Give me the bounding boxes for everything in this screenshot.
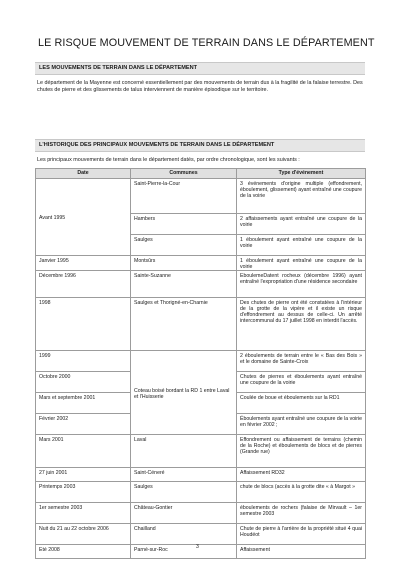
header-type: Type d'événement — [237, 169, 366, 179]
commune-cell: Parné-sur-Roc — [131, 545, 237, 559]
section-heading-historique — [35, 139, 365, 152]
page-number: 3 — [196, 544, 199, 550]
table-header-row — [36, 169, 366, 179]
commune-cell: Saint-Céneré — [131, 468, 237, 482]
table-row — [36, 545, 366, 559]
event-cell: chute de blocs (accès à la grotte dite « à Margot » — [237, 482, 366, 503]
table-row — [36, 256, 366, 271]
table-row — [36, 351, 366, 372]
date-cell: Mars 2001 — [36, 435, 131, 468]
commune-cell: Chailland — [131, 524, 237, 545]
date-cell: Avant 1995 — [36, 179, 131, 256]
date-cell: Décembre 1996 — [36, 271, 131, 298]
date-cell: Printemps 2003 — [36, 482, 131, 503]
event-cell: 2 affaissements ayant entraîné une coupure de la voirie — [237, 214, 366, 235]
commune-cell: Hambers — [131, 214, 237, 235]
date-cell: 1998 — [36, 298, 131, 351]
event-cell: 1 éboulement ayant entraîné une coupure de la voirie — [237, 235, 366, 256]
table-row — [36, 468, 366, 482]
section-heading-mouvements — [35, 62, 365, 75]
commune-cell: Saint-Pierre-la-Cour — [131, 179, 237, 214]
section-heading-text: LES MOUVEMENTS DE TERRAIN DANS LE DÉPARTEMENT — [39, 64, 198, 71]
table-row — [36, 179, 366, 214]
section-heading-text: L'HISTORIQUE DES PRINCIPAUX MOUVEMENTS DE TERRAIN DANS LE DÉPARTEMENT — [39, 141, 275, 148]
table-row — [36, 271, 366, 298]
event-cell: Coulée de boue et éboulements sur la RD1 — [237, 393, 366, 414]
date-cell: Octobre 2000 — [36, 372, 131, 393]
table-row — [36, 482, 366, 503]
event-cell: Effondrement ou affaissement de terrains (chemin de la Roche) et éboulements de blocs et de pierres (Grande rue) — [237, 435, 366, 468]
date-cell: Janvier 1995 — [36, 256, 131, 271]
event-cell: Affaissement — [237, 545, 366, 559]
date-cell: 1999 — [36, 351, 131, 372]
date-cell: Février 2002 — [36, 414, 131, 435]
table-row — [36, 435, 366, 468]
events-table — [35, 168, 366, 559]
header-date: Date — [36, 169, 131, 179]
event-cell: Éboulements ayant entraîné une coupure de la voirie en février 2002 ; — [237, 414, 366, 435]
event-cell: EboulemeDatent rocheux (décembre 1996) ayant entraîné l'expropriation d'une résidence secondaire — [237, 271, 366, 298]
commune-cell: Saulges — [131, 235, 237, 256]
date-cell: 27 juin 2001 — [36, 468, 131, 482]
section-body-paragraph: Le département de la Mayenne est concerné essentiellement par des mouvements de terrain dus à la fragilité de la falaise terrestre. Des chutes de pierre et des glissements de talus interviennent de manière épisodique sur le territoire. — [37, 80, 363, 93]
event-cell: Des chutes de pierre ont été constatées à l'intérieur de la grotte de la vipère et il existe un risque d'effondrement au dessus de celle-ci. Un arrêté intercommunal du 17 juillet 1998 en interdit l'accès. — [237, 298, 366, 351]
commune-cell: Saulges — [131, 482, 237, 503]
commune-cell: Montsûrs — [131, 256, 237, 271]
event-cell: Chutes de pierres et éboulements ayant entraîné une coupure de la voirie — [237, 372, 366, 393]
date-cell: Eté 2008 — [36, 545, 131, 559]
date-cell: 1er semestre 2003 — [36, 503, 131, 524]
event-cell: 3 événements d'origine multiple (effondrement, éboulement, glissement) ayant entraîné une coupure de la voirie — [237, 179, 366, 214]
header-communes: Communes — [131, 169, 237, 179]
event-cell: Chute de pierre à l'arrière de la propriété situé 4 quai Houdéot — [237, 524, 366, 545]
page-title: LE RISQUE MOUVEMENT DE TERRAIN DANS LE DÉPARTEMENT — [38, 37, 375, 49]
event-cell: 1 éboulement ayant entraîné une coupure de la voirie — [237, 256, 366, 271]
event-cell: 2 éboulements de terrain entre le « Bas des Bois » et le domaine de Sainte-Croix — [237, 351, 366, 372]
table-row — [36, 503, 366, 524]
date-cell: Nuit du 21 au 22 octobre 2006 — [36, 524, 131, 545]
date-cell: Mars et septembre 2001 — [36, 393, 131, 414]
event-cell: éboulements de rochers (falaise de Mirvault – 1er semestre 2003 — [237, 503, 366, 524]
commune-cell: Coteau boisé bordant la RD 1 entre Laval et l'Huisserie — [131, 351, 237, 435]
commune-cell: Laval — [131, 435, 237, 468]
table-intro-paragraph: Les principaux mouvements de terrain dans le département datés, par ordre chronologique, sont les suivants : — [37, 157, 300, 163]
event-cell: Affaissement RD32 — [237, 468, 366, 482]
table-row — [36, 298, 366, 351]
table-row — [36, 524, 366, 545]
commune-cell: Sainte-Suzanne — [131, 271, 237, 298]
commune-cell: Saulges et Thorigné-en-Charnie — [131, 298, 237, 351]
commune-cell: Château-Gontier — [131, 503, 237, 524]
